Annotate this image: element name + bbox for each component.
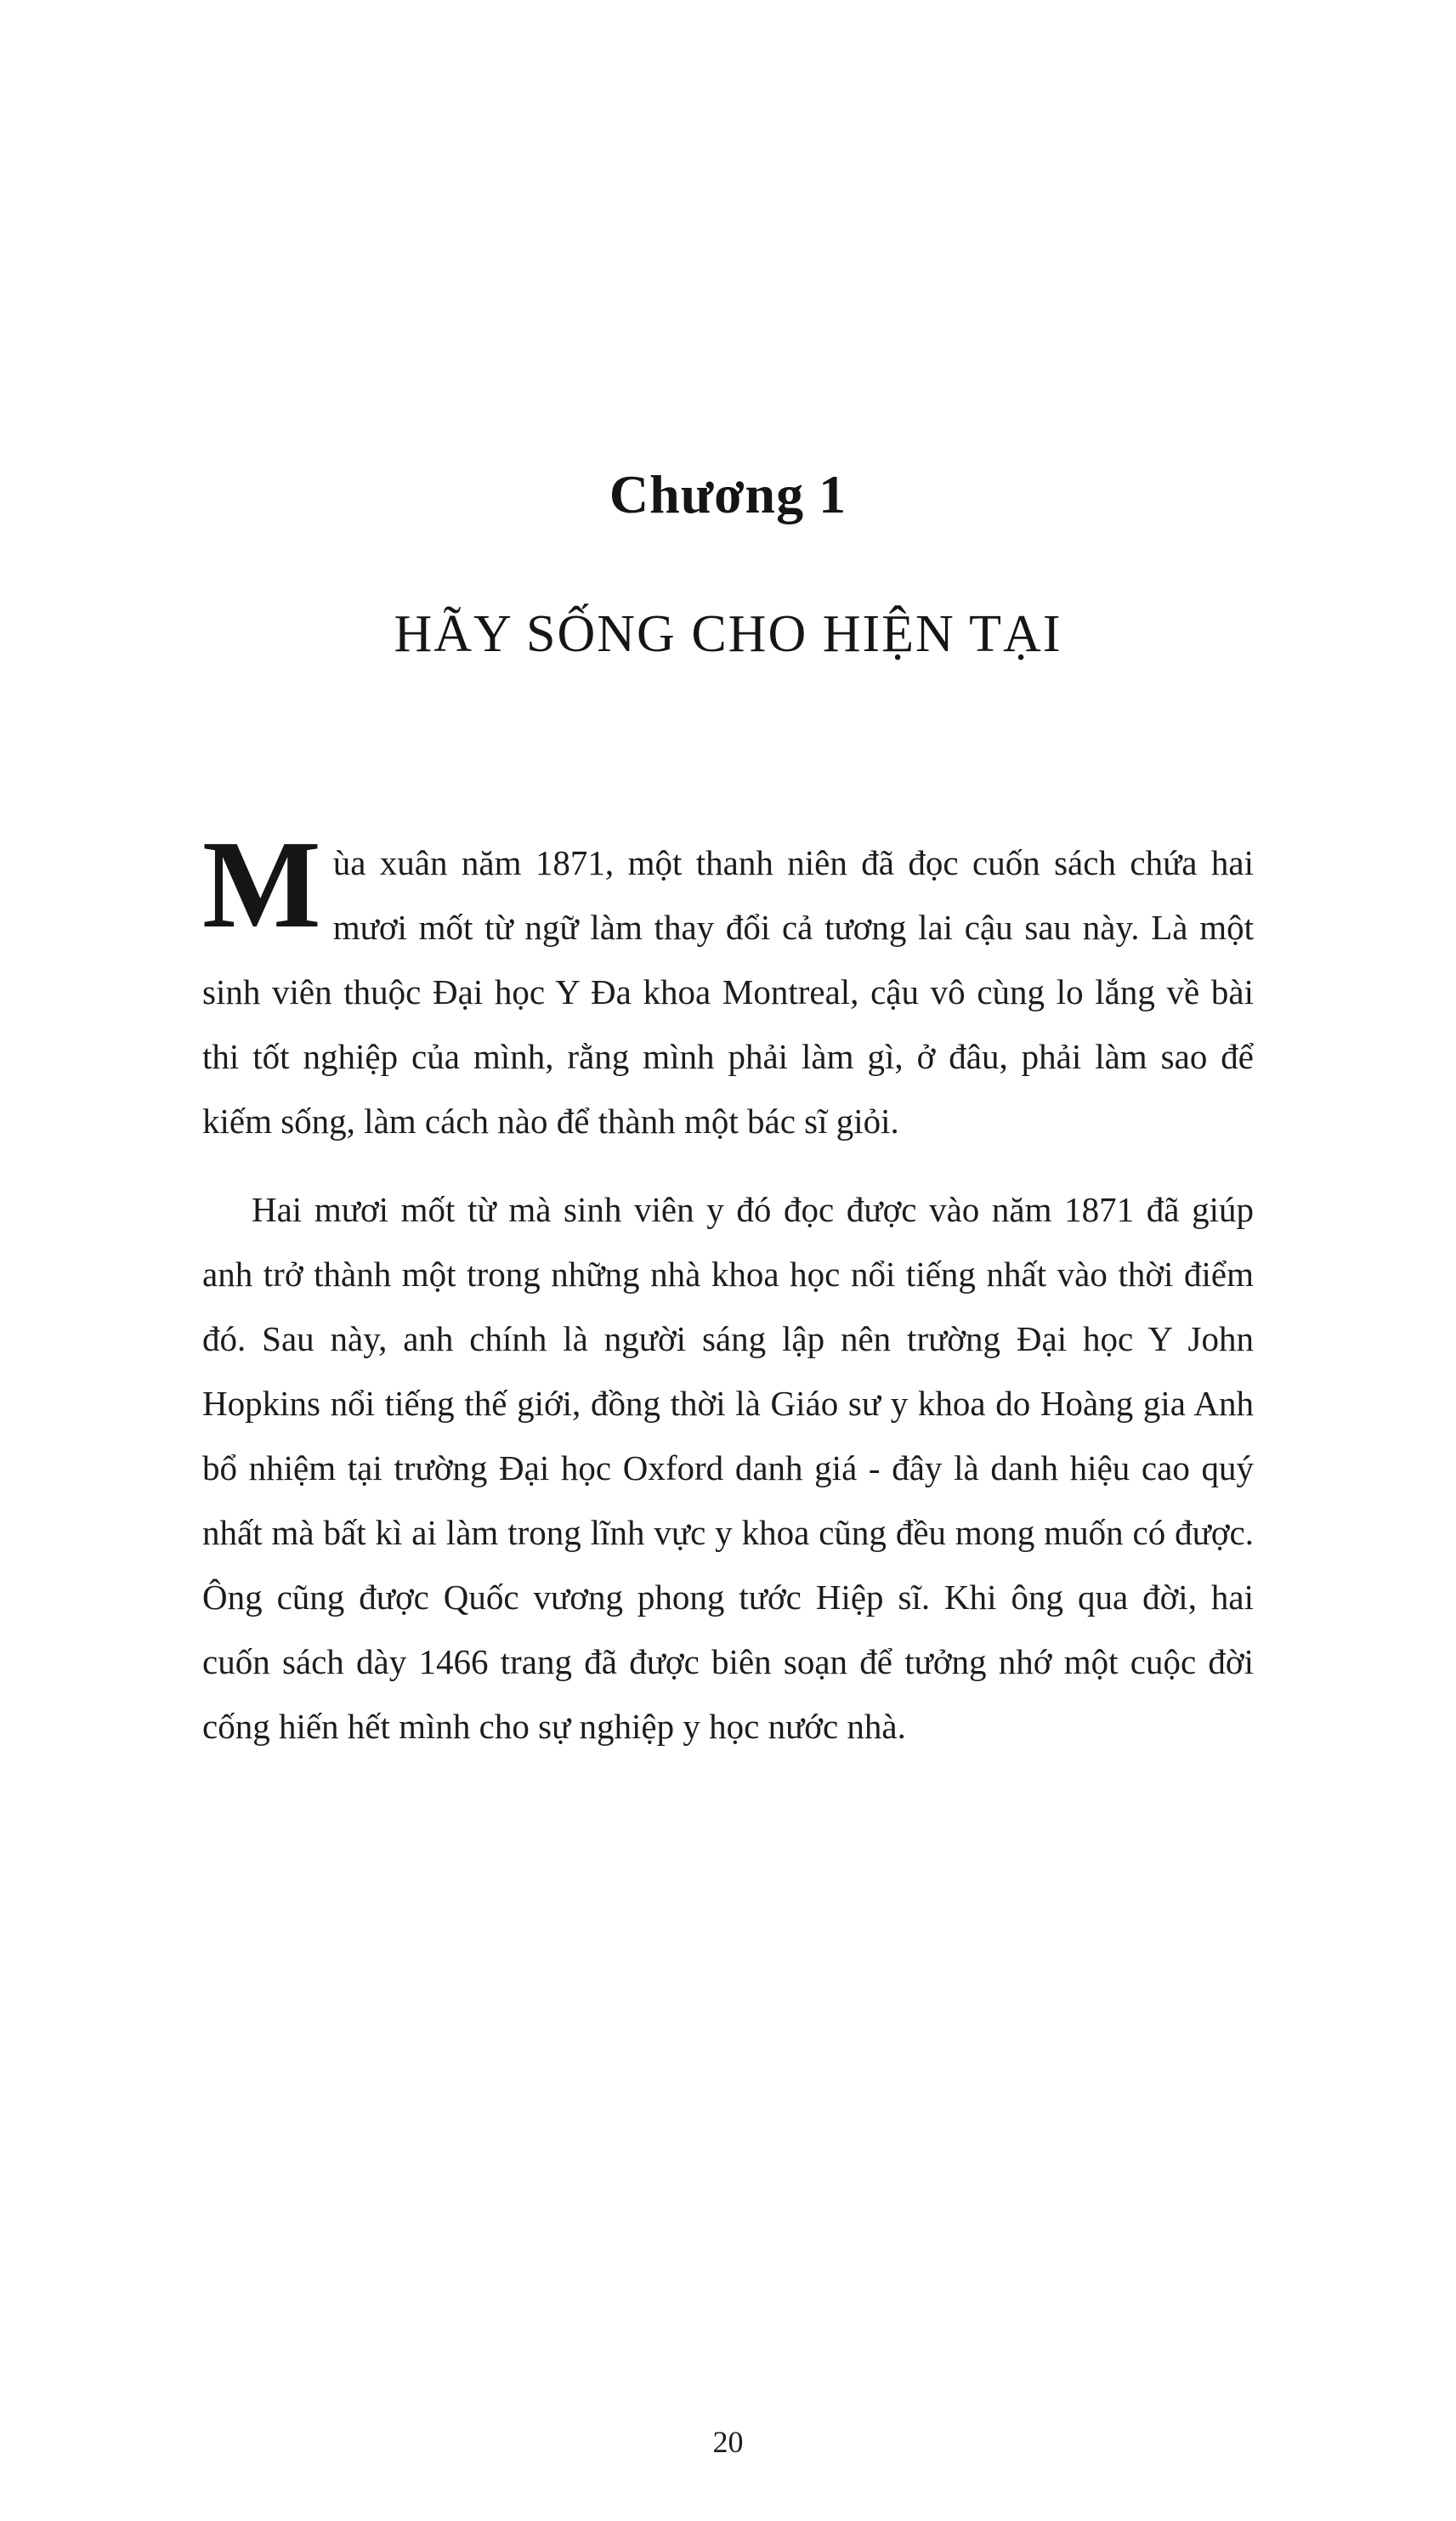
chapter-number: Chương 1: [609, 464, 847, 524]
page-number: 20: [712, 2425, 744, 2459]
paragraph-2: Hai mươi mốt từ mà sinh viên y đó đọc được vào năm 1871 đã giúp anh trở thành một trong những nhà khoa học nổi tiếng nhất vào thời điểm đó. Sau này, anh chính là người sáng lập nên trường Đại học Y John Hopkins nổi tiếng thế giới, đồng thời là Giáo sư y khoa do Hoàng gia Anh bổ nhiệm tại trường Đại học Oxford danh giá - đây là danh hiệu cao quý nhất mà bất kì ai làm trong lĩnh vực y khoa cũng đều mong muốn có được. Ông cũng được Quốc vương phong tước Hiệp sĩ. Khi ông qua đời, hai cuốn sách dày 1466 trang đã được biên soạn để tưởng nhớ một cuộc đời cống hiến hết mình cho sự nghiệp y học nước nhà.: [202, 1190, 1254, 1746]
chapter-title: HÃY SỐNG CHO HIỆN TẠI: [394, 605, 1062, 663]
paragraph-1-text: ùa xuân năm 1871, một thanh niên đã đọc cuốn sách chứa hai mươi mốt từ ngữ làm thay đổi cả tương lai cậu sau này. Là một sinh viên thuộc Đại học Y Đa khoa Montreal, cậu vô cùng lo lắng về bài thi tốt nghiệp của mình, rằng mình phải làm gì, ở đâu, phải làm sao để kiếm sống, làm cách nào để thành một bác sĩ giỏi.: [202, 843, 1254, 1141]
drop-cap: M: [202, 815, 321, 955]
book-page: [0, 463, 1456, 2521]
body-text: [202, 815, 1254, 1759]
paragraph-1: [202, 815, 1254, 1153]
